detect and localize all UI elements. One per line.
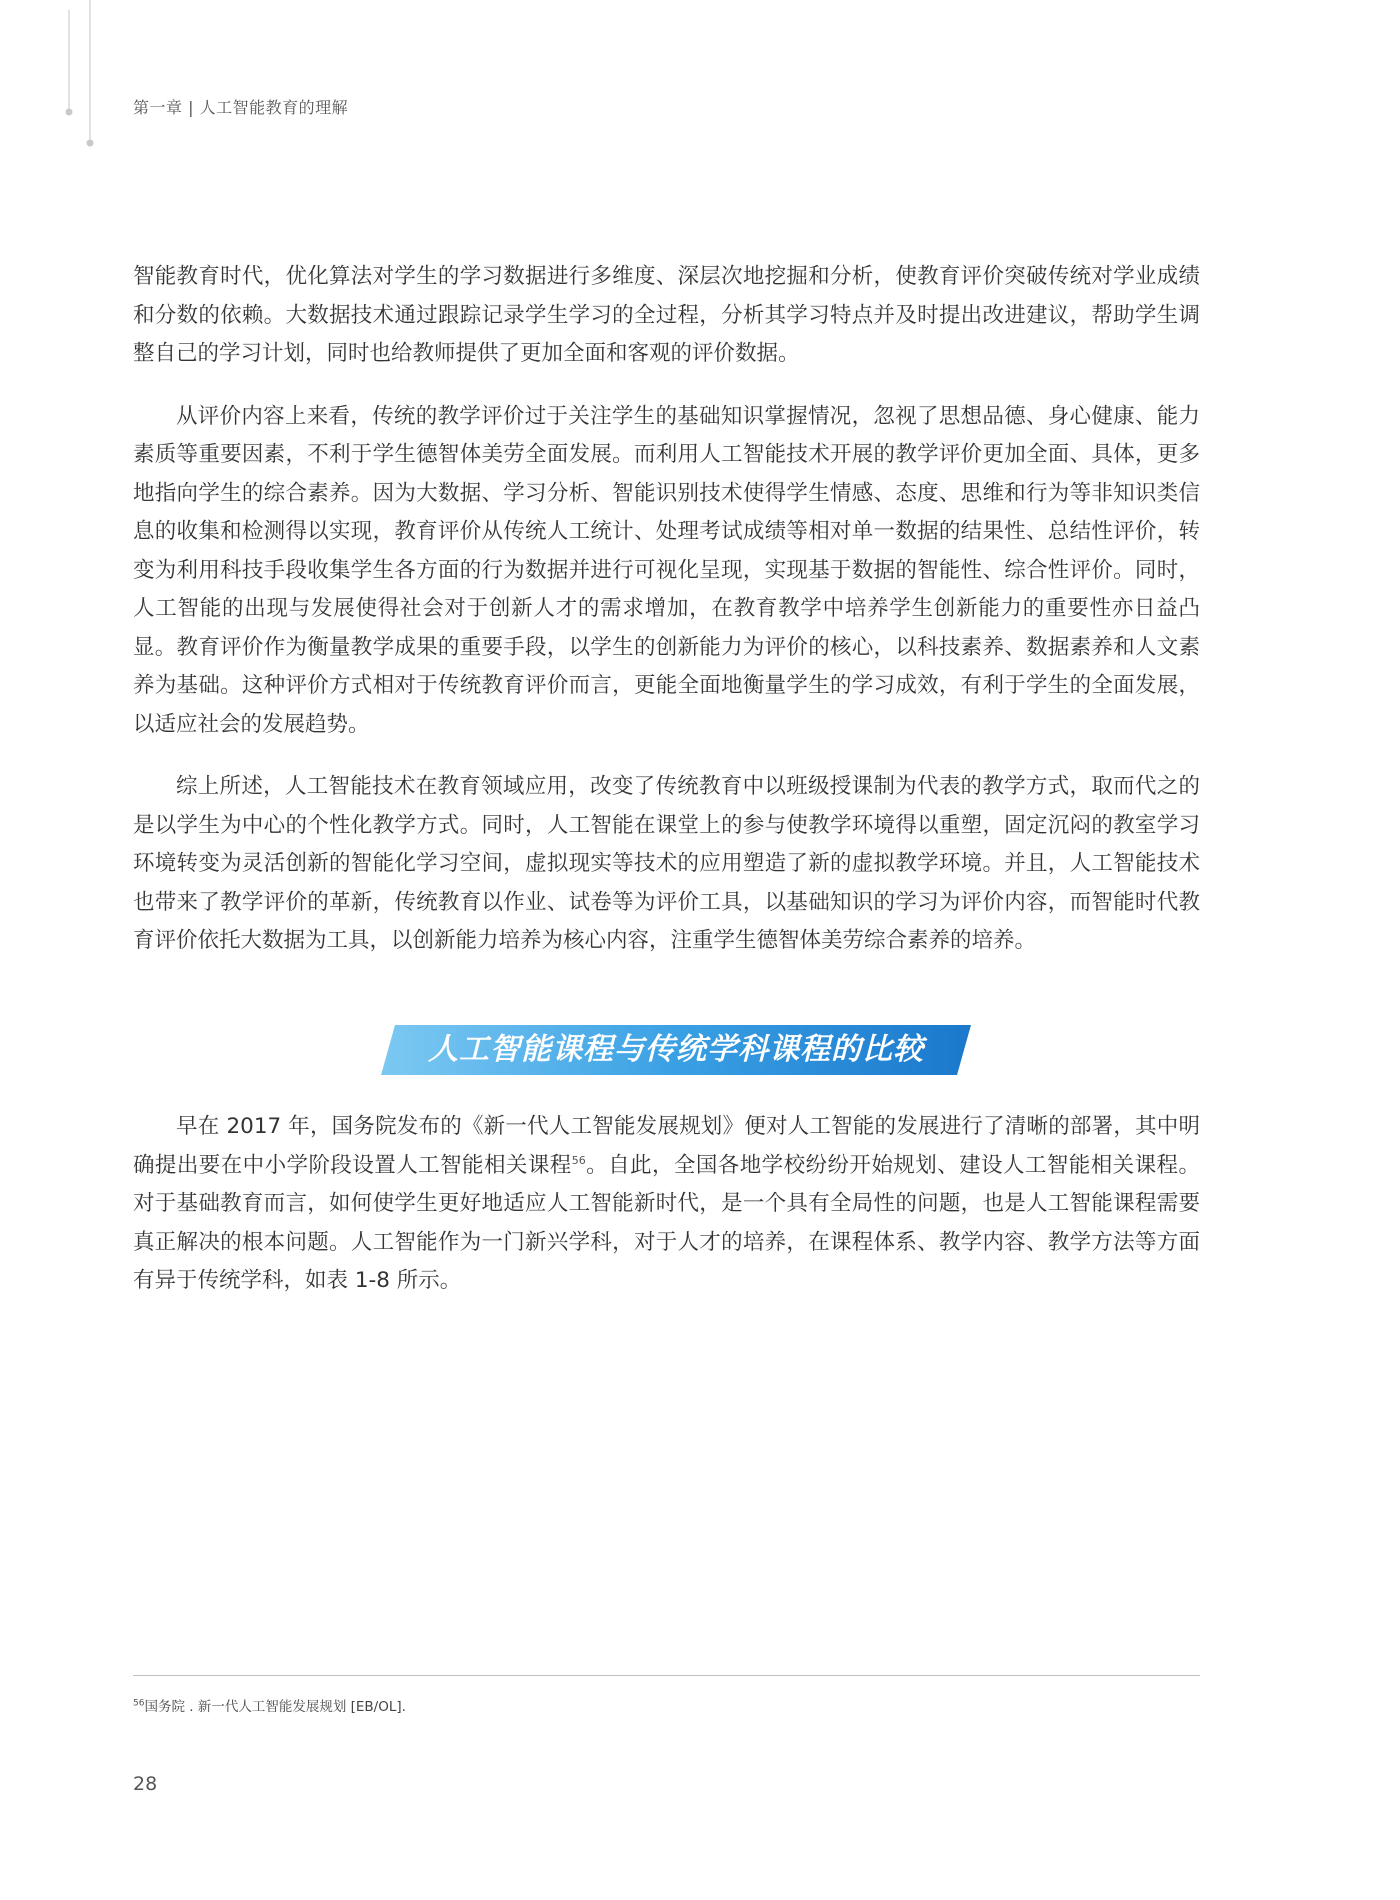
footnote-number: 56 [133, 1698, 145, 1709]
decorative-line-dots [64, 0, 104, 160]
paragraph-4-part2: 。自此，全国各地学校纷纷开始规划、建设人工智能相关课程。对于基础教育而言，如何使学生更好地适应人工智能新时代，是一个具有全局性的问题，也是人工智能课程需要真正解决的根本问题。人工智能作为一门新兴学科，对于人才的培养，在课程体系、教学内容、教学方法等方面有异于传统学科，如表 1-8 所示。 [133, 1152, 1200, 1293]
body-text [133, 258, 1200, 985]
paragraph-2: 从评价内容上来看，传统的教学评价过于关注学生的基础知识掌握情况，忽视了思想品德、身心健康、能力素质等重要因素，不利于学生德智体美劳全面发展。而利用人工智能技术开展的教学评价更加全面、具体，更多地指向学生的综合素养。因为大数据、学习分析、智能识别技术使得学生情感、态度、思维和行为等非知识类信息的收集和检测得以实现，教育评价从传统人工统计、处理考试成绩等相对单一数据的结果性、总结性评价，转变为利用科技手段收集学生各方面的行为数据并进行可视化呈现，实现基于数据的智能性、综合性评价。同时，人工智能的出现与发展使得社会对于创新人才的需求增加，在教育教学中培养学生创新能力的重要性亦日益凸显。教育评价作为衡量教学成果的重要手段，以学生的创新能力为评价的核心，以科技素养、数据素养和人文素养为基础。这种评价方式相对于传统教育评价而言，更能全面地衡量学生的学习成效，有利于学生的全面发展，以适应社会的发展趋势。 [133, 403, 1200, 737]
paragraph-3: 综上所述，人工智能技术在教育领域应用，改变了传统教育中以班级授课制为代表的教学方式，取而代之的是以学生为中心的个性化教学方式。同时，人工智能在课堂上的参与使教学环境得以重塑，固定沉闷的教室学习环境转变为灵活创新的智能化学习空间，虚拟现实等技术的应用塑造了新的虚拟教学环境。并且，人工智能技术也带来了教学评价的革新，传统教育以作业、试卷等为评价工具，以基础知识的学习为评价内容，而智能时代教育评价依托大数据为工具，以创新能力培养为核心内容，注重学生德智体美劳综合素养的培养。 [133, 774, 1200, 953]
page-number: 28 [133, 1773, 158, 1795]
footnote-divider [133, 1675, 1200, 1676]
chapter-header: 第一章 | 人工智能教育的理解 [133, 98, 349, 117]
footnote-text: 国务院 . 新一代人工智能发展规划 [EB/OL]. [144, 1699, 406, 1715]
footnote-reference[interactable]: 56 [571, 1153, 586, 1167]
section-title: 人工智能课程与传统学科课程的比较 [428, 1032, 924, 1067]
paragraph-4-part1: 早在 2017 年，国务院发布的《新一代人工智能发展规划》便对人工智能的发展进行了清晰的部署，其中明确提出要在中小学阶段设置人工智能相关课程 [133, 1114, 1200, 1178]
footnote [133, 1695, 406, 1715]
section-banner [381, 1025, 971, 1075]
paragraph-1: 智能教育时代，优化算法对学生的学习数据进行多维度、深层次地挖掘和分析，使教育评价突破传统对学业成绩和分数的依赖。大数据技术通过跟踪记录学生学习的全过程，分析其学习特点并及时提出改进建议，帮助学生调整自己的学习计划，同时也给教师提供了更加全面和客观的评价数据。 [133, 264, 1200, 366]
paragraph-4 [133, 1108, 1200, 1301]
section-body [133, 1108, 1200, 1325]
